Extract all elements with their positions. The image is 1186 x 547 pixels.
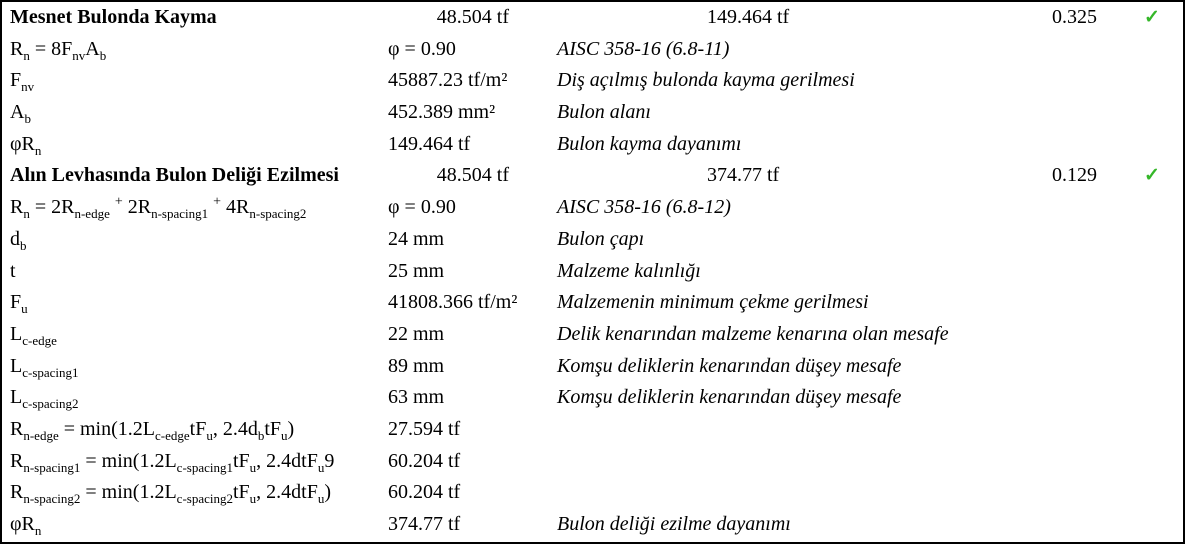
variable-description: Bulon çapı — [557, 227, 645, 250]
formula-subscript: u — [249, 491, 257, 507]
variable-formula: $R_n = 8F_{nv}A_b$ — [10, 37, 107, 63]
formula-subscript: n — [34, 523, 42, 538]
variable-formula: $R_{n-spacing1} = \min(1.2L_{c-spacing1}tF_u$, 2.4dtF$_u$9 — [10, 449, 335, 475]
formula-subscript: b — [257, 427, 265, 443]
formula-subscript: b — [20, 237, 27, 253]
detail-row — [2, 65, 1183, 97]
section-header-row — [2, 160, 1183, 192]
variable-description: Komşu deliklerin kenarından düşey mesafe — [557, 354, 902, 377]
section-header-row — [2, 2, 1183, 34]
formula-subscript: c-edge — [155, 427, 190, 443]
formula-subscript: u — [317, 491, 325, 507]
formula-subscript: c-spacing2 — [22, 396, 79, 412]
detail-row — [2, 509, 1183, 541]
demand-value: 48.504 tf — [436, 164, 509, 187]
detail-row — [2, 414, 1183, 446]
detail-row — [2, 97, 1183, 129]
variable-value: 27.594 tf — [388, 417, 461, 440]
formula-subscript: c-spacing1 — [22, 364, 79, 380]
detail-row — [2, 446, 1183, 478]
ratio-value: 0.129 — [1052, 164, 1097, 187]
ratio-value: 0.325 — [1052, 6, 1097, 28]
detail-row — [2, 224, 1183, 256]
variable-formula: $R_{n-edge} = \min(1.2L_{c-edge}tF_u$, $2.4d_btF_u$) — [10, 417, 295, 443]
variable-description: Malzeme kalınlığı — [557, 259, 701, 282]
variable-description: AISC 358-16 (6.8-11) — [557, 37, 730, 60]
variable-formula: $L_{c-edge}$ — [10, 322, 57, 348]
formula-subscript: b — [99, 47, 107, 63]
variable-value: 60.204 tf — [388, 481, 461, 504]
formula-subscript: n-spacing1 — [151, 206, 209, 222]
variable-description: Malzemenin minimum çekme gerilmesi — [557, 291, 869, 314]
formula-subscript: c-edge — [22, 332, 57, 348]
formula-subscript: n — [23, 47, 30, 63]
formula-subscript: nv — [72, 47, 86, 63]
variable-value: 25 mm — [388, 259, 445, 282]
detail-row — [2, 192, 1183, 224]
variable-value: φ = 0.90 — [388, 196, 456, 219]
pass-check-icon: ✓ — [1144, 165, 1160, 187]
variable-description: Komşu deliklerin kenarından düşey mesafe — [557, 386, 902, 409]
formula-subscript: n — [23, 206, 30, 222]
variable-formula: $d_b$ — [10, 227, 27, 253]
variable-value: 41808.366 tf/m² — [388, 291, 518, 314]
capacity-value: 149.464 tf — [707, 6, 790, 28]
variable-description: Diş açılmış bulonda kayma gerilmesi — [557, 69, 855, 92]
variable-value: φ = 0.90 — [388, 37, 456, 60]
formula-subscript: n-spacing2 — [23, 491, 81, 507]
formula-subscript: n-edge — [74, 206, 110, 222]
variable-value: 89 mm — [388, 354, 445, 377]
detail-row — [2, 129, 1183, 161]
pass-check-icon: ✓ — [1144, 7, 1160, 28]
variable-value: 149.464 tf — [388, 132, 471, 155]
formula-subscript: n — [34, 142, 42, 158]
formula-subscript: nv — [21, 79, 35, 95]
demand-value: 48.504 tf — [436, 6, 509, 28]
variable-formula: $F_u$ — [10, 291, 28, 317]
formula-subscript: n-edge — [23, 427, 59, 443]
detail-row — [2, 287, 1183, 319]
formula-subscript: b — [24, 111, 31, 127]
detail-row — [2, 382, 1183, 414]
variable-formula: $\varphi R_n$ — [10, 132, 42, 158]
variable-description: Bulon deliği ezilme dayanımı — [557, 513, 791, 535]
detail-row — [2, 477, 1183, 509]
variable-formula: $L_{c-spacing2}$ — [10, 386, 79, 412]
section-title: Mesnet Bulonda Kayma — [10, 6, 217, 28]
variable-formula: t — [10, 259, 16, 282]
variable-formula: $\varphi R_n$ — [10, 513, 42, 538]
formula-subscript: u — [206, 427, 213, 443]
variable-value: 60.204 tf — [388, 449, 461, 472]
variable-description: Delik kenarından malzeme kenarına olan mesafe — [557, 322, 949, 345]
detail-row — [2, 351, 1183, 383]
variable-formula: $A_b$ — [10, 101, 31, 127]
variable-formula: $R_n = 2R_{n-edge}$ + $2R_{n-spacing1}$ + $4R_{n-spacing2}$ — [10, 194, 307, 222]
detail-row — [2, 34, 1183, 66]
formula-subscript: n-spacing1 — [23, 459, 81, 475]
formula-subscript: u — [21, 301, 28, 317]
formula-superscript: + — [114, 194, 123, 210]
variable-formula: $F_{nv}$ — [10, 69, 35, 95]
formula-subscript: c-spacing1 — [176, 459, 233, 475]
variable-formula: $L_{c-spacing1}$ — [10, 354, 79, 380]
formula-subscript: u — [281, 427, 288, 443]
formula-subscript: n-spacing2 — [249, 206, 307, 222]
formula-subscript: c-spacing2 — [176, 491, 233, 507]
variable-value: 24 mm — [388, 227, 445, 250]
variable-value: 452.389 mm² — [388, 101, 496, 124]
detail-row — [2, 256, 1183, 288]
variable-value: 45887.23 tf/m² — [388, 69, 508, 92]
section-title: Alın Levhasında Bulon Deliği Ezilmesi — [10, 164, 339, 187]
variable-description: Bulon alanı — [557, 101, 651, 124]
variable-value: 374.77 tf — [388, 513, 461, 535]
variable-value: 63 mm — [388, 386, 445, 409]
formula-subscript: u — [249, 459, 257, 475]
variable-description: Bulon kayma dayanımı — [557, 132, 742, 155]
formula-subscript: u — [317, 459, 325, 475]
formula-superscript: + — [213, 194, 222, 210]
variable-description: AISC 358-16 (6.8-12) — [557, 196, 731, 219]
detail-row — [2, 319, 1183, 351]
capacity-value: 374.77 tf — [707, 164, 780, 187]
variable-formula: $R_{n-spacing2} = \min(1.2L_{c-spacing2}tF_u$, 2.4dtF$_u$) — [10, 481, 332, 507]
variable-value: 22 mm — [388, 322, 445, 345]
